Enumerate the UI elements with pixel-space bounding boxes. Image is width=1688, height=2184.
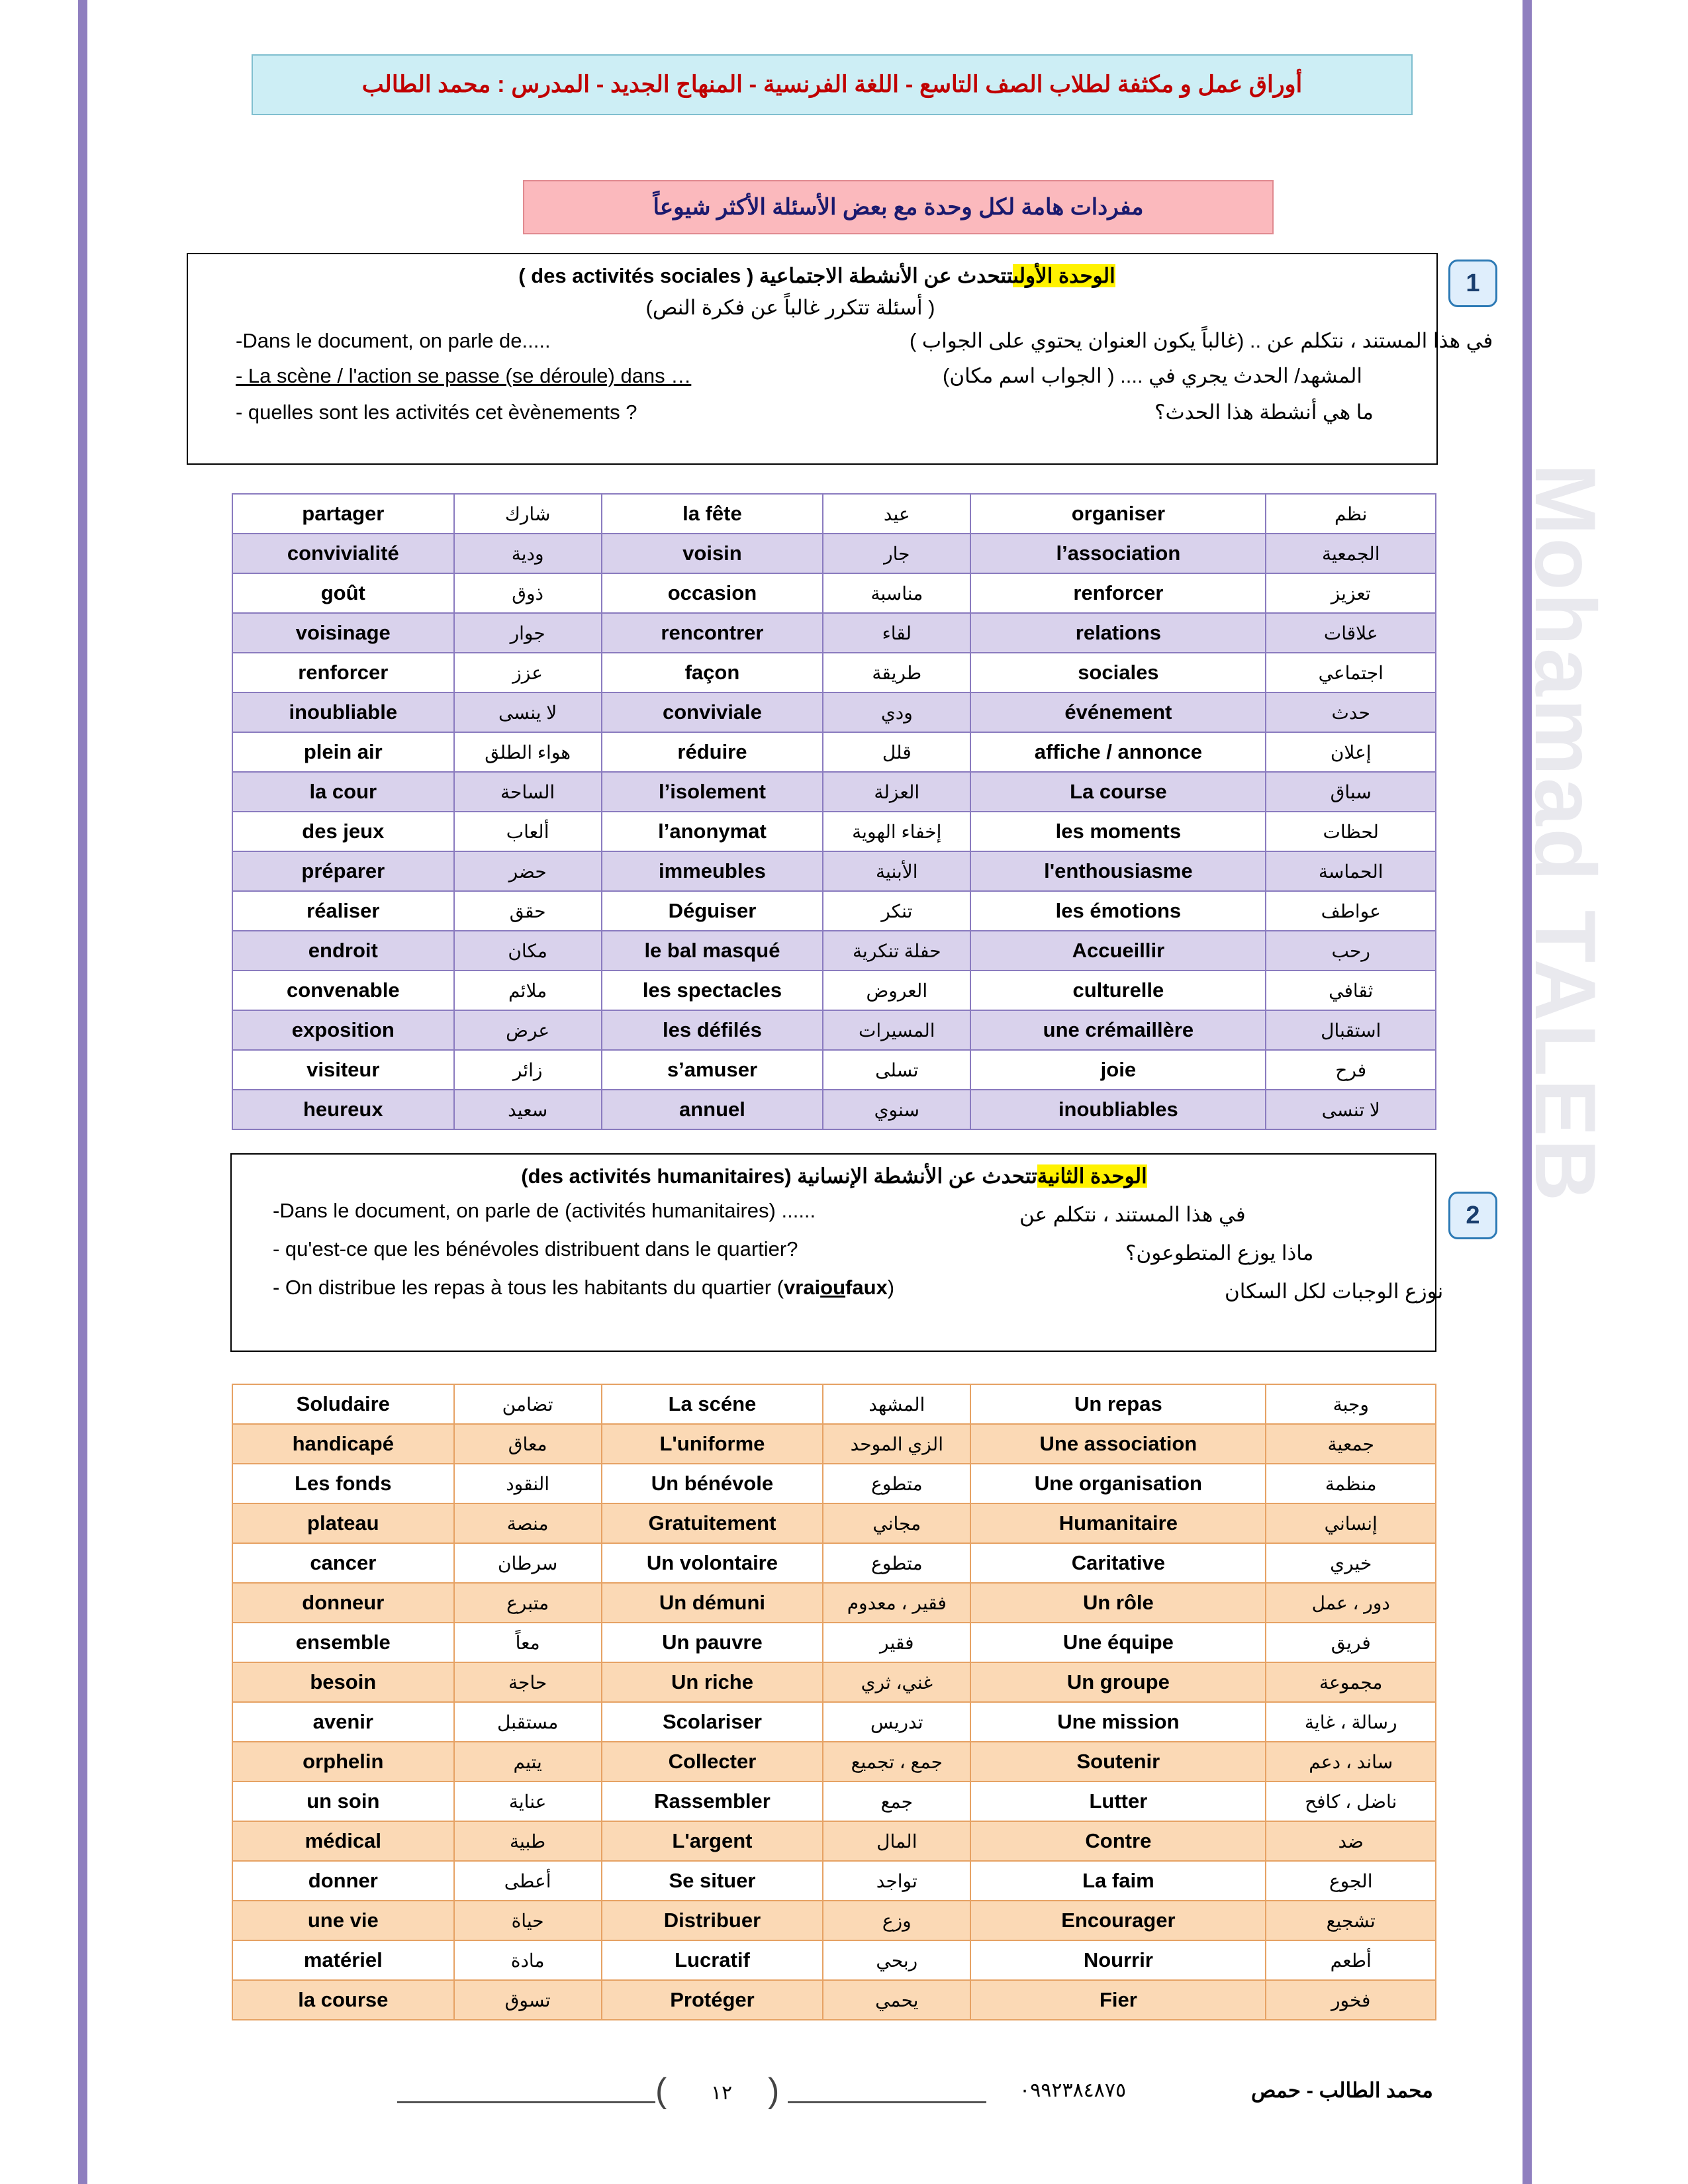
cell-french: Un repas: [970, 1384, 1266, 1424]
cell-arabic: الجوع: [1266, 1861, 1436, 1901]
cell-french: Gratuitement: [602, 1503, 823, 1543]
cell-french: L'uniforme: [602, 1424, 823, 1464]
cell-arabic: مادة: [454, 1940, 602, 1980]
cell-french: heureux: [232, 1090, 454, 1129]
unit2-q2-arabic: ماذا يوزع المتطوعون؟: [1125, 1241, 1314, 1264]
unit1-question-box: [187, 253, 1493, 465]
unit1-q3-french: - quelles sont les activités cet èvènements ?: [236, 401, 637, 424]
cell-french: exposition: [232, 1010, 454, 1050]
table-row: [232, 1424, 1436, 1464]
cell-french: façon: [602, 653, 823, 692]
cell-arabic: مناسبة: [823, 573, 970, 613]
cell-french: Scolariser: [602, 1702, 823, 1742]
cell-arabic: رحب: [1266, 931, 1436, 971]
cell-french: donneur: [232, 1583, 454, 1623]
cell-french: Lutter: [970, 1781, 1266, 1821]
cell-arabic: إخفاء الهوية: [823, 812, 970, 851]
table-row: [232, 494, 1436, 534]
cell-french: Fier: [970, 1980, 1266, 2020]
unit2-q1-arabic: في هذا المستند ، نتكلم عن: [1019, 1203, 1246, 1226]
watermark: Mohamad TALEB: [1517, 463, 1614, 1204]
cell-french: Un rôle: [970, 1583, 1266, 1623]
cell-french: visiteur: [232, 1050, 454, 1090]
cell-french: annuel: [602, 1090, 823, 1129]
cell-arabic: وزع: [823, 1901, 970, 1940]
unit2-q1-arabic-wrap: [1019, 1202, 1246, 1228]
cell-arabic: غني، ثري: [823, 1662, 970, 1702]
cell-arabic: العزلة: [823, 772, 970, 812]
cell-french: Lucratif: [602, 1940, 823, 1980]
cell-french: rencontrer: [602, 613, 823, 653]
cell-french: une crémaillère: [970, 1010, 1266, 1050]
cell-arabic: النقود: [454, 1464, 602, 1503]
cell-french: La scéne: [602, 1384, 823, 1424]
cell-arabic: تدريس: [823, 1702, 970, 1742]
footer-page-number: ١٢: [710, 2082, 733, 2104]
cell-arabic: دور ، عمل: [1266, 1583, 1436, 1623]
unit1-q1-arabic-wrap: [910, 328, 1493, 354]
cell-french: l'enthousiasme: [970, 851, 1266, 891]
cell-french: Accueillir: [970, 931, 1266, 971]
cell-arabic: ودي: [823, 692, 970, 732]
unit2-question-box: [230, 1153, 1444, 1352]
cell-french: le bal masqué: [602, 931, 823, 971]
unit2-number-badge: 2: [1448, 1192, 1497, 1239]
unit2-q3-french-vrai: vrai: [783, 1276, 821, 1299]
table-row: [232, 732, 1436, 772]
unit1-q1-arabic: في هذا المستند ، نتكلم عن .. (غالباً يكون العنوان يحتوي على الجواب ): [910, 329, 1493, 352]
unit1-heading-note-line: [214, 295, 1366, 321]
unit1-q2-french: - La scène / l'action se passe (se déroule) dans …: [236, 364, 692, 387]
cell-arabic: لقاء: [823, 613, 970, 653]
unit1-heading-rest: تتحدث عن الأنشطة الاجتماعية ( des activités sociales ): [518, 264, 1013, 287]
cell-french: Soutenir: [970, 1742, 1266, 1781]
cell-french: la cour: [232, 772, 454, 812]
table-row: [232, 1702, 1436, 1742]
cell-french: préparer: [232, 851, 454, 891]
cell-arabic: إعلان: [1266, 732, 1436, 772]
cell-french: joie: [970, 1050, 1266, 1090]
unit2-q3-french-wrap: [273, 1275, 894, 1301]
table-row: [232, 692, 1436, 732]
cell-arabic: عناية: [454, 1781, 602, 1821]
cell-arabic: نظم: [1266, 494, 1436, 534]
unit1-number-badge: 1: [1448, 260, 1497, 307]
cell-arabic: فريق: [1266, 1623, 1436, 1662]
cell-arabic: سعيد: [454, 1090, 602, 1129]
cell-arabic: يتيم: [454, 1742, 602, 1781]
unit1-q1-french-wrap: [236, 328, 551, 354]
cell-french: La faim: [970, 1861, 1266, 1901]
table-row: [232, 891, 1436, 931]
cell-french: Déguiser: [602, 891, 823, 931]
unit2-q3-french-a: - On distribue les repas à tous les habitants du quartier (: [273, 1276, 784, 1299]
cell-arabic: حفلة تنكرية: [823, 931, 970, 971]
cell-arabic: لا تنسى: [1266, 1090, 1436, 1129]
cell-french: Contre: [970, 1821, 1266, 1861]
cell-arabic: سنوي: [823, 1090, 970, 1129]
cell-french: Un riche: [602, 1662, 823, 1702]
cell-arabic: جوار: [454, 613, 602, 653]
cell-arabic: متبرع: [454, 1583, 602, 1623]
cell-arabic: عيد: [823, 494, 970, 534]
table-row: [232, 1090, 1436, 1129]
footer-author: محمد الطالب - حمص: [1251, 2079, 1433, 2102]
cell-arabic: اجتماعي: [1266, 653, 1436, 692]
page-subtitle: مفردات هامة لكل وحدة مع بعض الأسئلة الأكثر شيوعاً: [653, 195, 1144, 220]
cell-french: affiche / annonce: [970, 732, 1266, 772]
footer-brace-left: (: [655, 2071, 667, 2110]
table-row: [232, 1940, 1436, 1980]
cell-french: les spectacles: [602, 971, 823, 1010]
cell-french: inoubliable: [232, 692, 454, 732]
table-row: [232, 1583, 1436, 1623]
cell-arabic: عواطف: [1266, 891, 1436, 931]
cell-french: s’amuser: [602, 1050, 823, 1090]
cell-french: partager: [232, 494, 454, 534]
cell-french: renforcer: [232, 653, 454, 692]
table-row: [232, 1742, 1436, 1781]
unit1-q1-french: -Dans le document, on parle de.....: [236, 329, 551, 352]
table-row: [232, 1503, 1436, 1543]
cell-french: Un pauvre: [602, 1623, 823, 1662]
cell-french: Soludaire: [232, 1384, 454, 1424]
cell-arabic: المال: [823, 1821, 970, 1861]
unit1-q3-arabic: ما هي أنشطة هذا الحدث؟: [1154, 401, 1374, 424]
cell-french: handicapé: [232, 1424, 454, 1464]
cell-arabic: ودية: [454, 534, 602, 573]
cell-french: convenable: [232, 971, 454, 1010]
unit1-q2-french-wrap: [236, 363, 691, 389]
cell-arabic: ألعاب: [454, 812, 602, 851]
table-row: [232, 1623, 1436, 1662]
cell-arabic: تسوق: [454, 1980, 602, 2020]
unit1-vocabulary-table: [232, 493, 1436, 1130]
table-row: [232, 1861, 1436, 1901]
footer-rule-right: [788, 2101, 986, 2103]
cell-french: La course: [970, 772, 1266, 812]
cell-french: culturelle: [970, 971, 1266, 1010]
cell-french: Protéger: [602, 1980, 823, 2020]
unit2-q3-arabic-wrap: [1225, 1279, 1443, 1305]
cell-arabic: علاقات: [1266, 613, 1436, 653]
cell-french: donner: [232, 1861, 454, 1901]
cell-arabic: ضد: [1266, 1821, 1436, 1861]
cell-arabic: ذوق: [454, 573, 602, 613]
cell-french: Une équipe: [970, 1623, 1266, 1662]
cell-french: médical: [232, 1821, 454, 1861]
cell-french: Distribuer: [602, 1901, 823, 1940]
unit2-heading-line: [252, 1164, 1417, 1190]
cell-arabic: متطوع: [823, 1464, 970, 1503]
table-row: [232, 1010, 1436, 1050]
cell-arabic: حدث: [1266, 692, 1436, 732]
cell-french: réduire: [602, 732, 823, 772]
cell-french: la fête: [602, 494, 823, 534]
unit1-q2-arabic-wrap: [943, 363, 1362, 389]
cell-arabic: تعزيز: [1266, 573, 1436, 613]
unit2-q3-french-ou: ou: [820, 1276, 846, 1299]
cell-french: plateau: [232, 1503, 454, 1543]
unit2-q3-french-e: ): [887, 1276, 895, 1299]
table-row: [232, 1543, 1436, 1583]
unit2-heading-rest: تتحدث عن الأنشطة الإنسانية (des activités humanitaires): [521, 1164, 1037, 1188]
cell-french: Encourager: [970, 1901, 1266, 1940]
unit2-q3-arabic: نوزع الوجبات لكل السكان: [1225, 1280, 1444, 1303]
cell-french: endroit: [232, 931, 454, 971]
table-row: [232, 653, 1436, 692]
cell-arabic: المشهد: [823, 1384, 970, 1424]
cell-french: des jeux: [232, 812, 454, 851]
cell-french: Une association: [970, 1424, 1266, 1464]
table-row: [232, 1464, 1436, 1503]
table-row: [232, 851, 1436, 891]
subtitle-banner: [523, 180, 1274, 234]
title-banner: [252, 54, 1413, 115]
cell-french: plein air: [232, 732, 454, 772]
cell-french: Les fonds: [232, 1464, 454, 1503]
cell-french: Rassembler: [602, 1781, 823, 1821]
cell-french: réaliser: [232, 891, 454, 931]
unit2-q1-french: -Dans le document, on parle de (activités humanitaires) ......: [273, 1199, 816, 1222]
cell-arabic: تواجد: [823, 1861, 970, 1901]
cell-arabic: فقير ، معدوم: [823, 1583, 970, 1623]
table-row: [232, 812, 1436, 851]
unit2-q2-french-wrap: [273, 1237, 798, 1262]
cell-arabic: الحماسة: [1266, 851, 1436, 891]
cell-arabic: حاجة: [454, 1662, 602, 1702]
page-footer: [238, 2071, 1436, 2125]
table-row: [232, 613, 1436, 653]
cell-french: convivialité: [232, 534, 454, 573]
cell-arabic: معاً: [454, 1623, 602, 1662]
cell-arabic: مجموعة: [1266, 1662, 1436, 1702]
footer-brace-right: ): [768, 2071, 780, 2110]
cell-arabic: تسلى: [823, 1050, 970, 1090]
cell-french: un soin: [232, 1781, 454, 1821]
cell-arabic: زائر: [454, 1050, 602, 1090]
cell-french: Nourrir: [970, 1940, 1266, 1980]
unit1-q2-arabic: المشهد/ الحدث يجري في .... ( الجواب اسم مكان): [943, 364, 1363, 387]
cell-french: sociales: [970, 653, 1266, 692]
unit1-heading-line: [214, 263, 1419, 289]
cell-arabic: مجاني: [823, 1503, 970, 1543]
cell-arabic: متطوع: [823, 1543, 970, 1583]
cell-arabic: لا ينسى: [454, 692, 602, 732]
cell-arabic: أعطى: [454, 1861, 602, 1901]
cell-arabic: إنساني: [1266, 1503, 1436, 1543]
cell-arabic: الساحة: [454, 772, 602, 812]
cell-french: occasion: [602, 573, 823, 613]
unit1-q3-french-wrap: [236, 400, 637, 426]
cell-arabic: مستقبل: [454, 1702, 602, 1742]
cell-arabic: حضر: [454, 851, 602, 891]
cell-french: la course: [232, 1980, 454, 2020]
cell-arabic: رسالة ، غاية: [1266, 1702, 1436, 1742]
unit2-q2-french: - qu'est-ce que les bénévoles distribuent dans le quartier?: [273, 1237, 798, 1260]
unit2-heading-highlight: الوحدة الثانية: [1037, 1164, 1147, 1188]
cell-arabic: جمعية: [1266, 1424, 1436, 1464]
table-row: [232, 971, 1436, 1010]
cell-arabic: الأبنية: [823, 851, 970, 891]
cell-arabic: حياة: [454, 1901, 602, 1940]
cell-arabic: فقير: [823, 1623, 970, 1662]
cell-arabic: منصة: [454, 1503, 602, 1543]
cell-arabic: عزز: [454, 653, 602, 692]
cell-french: l’isolement: [602, 772, 823, 812]
cell-arabic: فخور: [1266, 1980, 1436, 2020]
cell-french: Se situer: [602, 1861, 823, 1901]
cell-arabic: جمع: [823, 1781, 970, 1821]
cell-french: besoin: [232, 1662, 454, 1702]
cell-french: immeubles: [602, 851, 823, 891]
cell-french: Une mission: [970, 1702, 1266, 1742]
cell-arabic: شارك: [454, 494, 602, 534]
cell-french: relations: [970, 613, 1266, 653]
cell-arabic: خيري: [1266, 1543, 1436, 1583]
cell-arabic: معاق: [454, 1424, 602, 1464]
cell-french: événement: [970, 692, 1266, 732]
cell-arabic: لحظات: [1266, 812, 1436, 851]
cell-arabic: ناضل ، كافح: [1266, 1781, 1436, 1821]
cell-arabic: الجمعية: [1266, 534, 1436, 573]
cell-arabic: مكان: [454, 931, 602, 971]
cell-french: Humanitaire: [970, 1503, 1266, 1543]
cell-arabic: ساند ، دعم: [1266, 1742, 1436, 1781]
cell-arabic: قلل: [823, 732, 970, 772]
footer-phone: ٠٩٩٢٣٨٤٨٧٥: [1019, 2079, 1127, 2101]
cell-arabic: منظمة: [1266, 1464, 1436, 1503]
cell-arabic: العروض: [823, 971, 970, 1010]
table-row: [232, 573, 1436, 613]
cell-french: Un démuni: [602, 1583, 823, 1623]
cell-french: les moments: [970, 812, 1266, 851]
unit1-heading-highlight: الوحدة الأولى: [1013, 264, 1115, 287]
cell-french: l’anonymat: [602, 812, 823, 851]
table-row: [232, 1050, 1436, 1090]
table-row: [232, 534, 1436, 573]
cell-arabic: فرح: [1266, 1050, 1436, 1090]
cell-french: Un bénévole: [602, 1464, 823, 1503]
cell-french: cancer: [232, 1543, 454, 1583]
table-row: [232, 1980, 1436, 2020]
table-row: [232, 1384, 1436, 1424]
cell-french: inoubliables: [970, 1090, 1266, 1129]
cell-french: orphelin: [232, 1742, 454, 1781]
cell-french: Un groupe: [970, 1662, 1266, 1702]
table-row: [232, 1901, 1436, 1940]
cell-french: l’association: [970, 534, 1266, 573]
table-row: [232, 772, 1436, 812]
cell-arabic: وجبة: [1266, 1384, 1436, 1424]
footer-rule-left: [397, 2101, 655, 2103]
cell-french: ensemble: [232, 1623, 454, 1662]
cell-french: voisinage: [232, 613, 454, 653]
cell-french: Caritative: [970, 1543, 1266, 1583]
cell-french: matériel: [232, 1940, 454, 1980]
table-row: [232, 1821, 1436, 1861]
table-row: [232, 1781, 1436, 1821]
cell-arabic: هواء الطلق: [454, 732, 602, 772]
cell-french: avenir: [232, 1702, 454, 1742]
left-edge-bar: [78, 0, 87, 2184]
cell-french: Collecter: [602, 1742, 823, 1781]
page-title: أوراق عمل و مكثفة لطلاب الصف التاسع - اللغة الفرنسية - المنهاج الجديد - المدرس : محمد الطالب: [361, 71, 1303, 97]
unit2-q3-french-faux: faux: [845, 1276, 888, 1299]
table-row: [232, 1662, 1436, 1702]
cell-french: L'argent: [602, 1821, 823, 1861]
cell-arabic: يحمي: [823, 1980, 970, 2020]
cell-french: Une organisation: [970, 1464, 1266, 1503]
cell-arabic: تنكر: [823, 891, 970, 931]
cell-arabic: أطعم: [1266, 1940, 1436, 1980]
unit2-vocabulary-table: [232, 1384, 1436, 2020]
table-row: [232, 931, 1436, 971]
cell-french: renforcer: [970, 573, 1266, 613]
cell-arabic: حقق: [454, 891, 602, 931]
cell-arabic: طبية: [454, 1821, 602, 1861]
unit1-q3-arabic-wrap: [1154, 400, 1374, 426]
cell-french: les défilés: [602, 1010, 823, 1050]
unit1-heading-note: ( أسئلة تتكرر غالباً عن فكرة النص): [645, 296, 935, 319]
cell-arabic: جمع ، تجميع: [823, 1742, 970, 1781]
cell-french: conviviale: [602, 692, 823, 732]
unit2-q2-arabic-wrap: [1125, 1241, 1313, 1266]
cell-arabic: سرطان: [454, 1543, 602, 1583]
unit2-q1-french-wrap: [273, 1198, 816, 1224]
cell-arabic: عرض: [454, 1010, 602, 1050]
cell-french: Un volontaire: [602, 1543, 823, 1583]
cell-arabic: المسيرات: [823, 1010, 970, 1050]
cell-french: une vie: [232, 1901, 454, 1940]
cell-arabic: ملائم: [454, 971, 602, 1010]
cell-arabic: ثقافي: [1266, 971, 1436, 1010]
cell-arabic: جار: [823, 534, 970, 573]
cell-arabic: ربحي: [823, 1940, 970, 1980]
cell-arabic: استقبال: [1266, 1010, 1436, 1050]
cell-french: goût: [232, 573, 454, 613]
cell-french: organiser: [970, 494, 1266, 534]
cell-french: voisin: [602, 534, 823, 573]
cell-arabic: تشجيع: [1266, 1901, 1436, 1940]
cell-arabic: تضامن: [454, 1384, 602, 1424]
cell-arabic: الزي الموحد: [823, 1424, 970, 1464]
cell-arabic: سباق: [1266, 772, 1436, 812]
cell-french: les émotions: [970, 891, 1266, 931]
cell-arabic: طريقة: [823, 653, 970, 692]
